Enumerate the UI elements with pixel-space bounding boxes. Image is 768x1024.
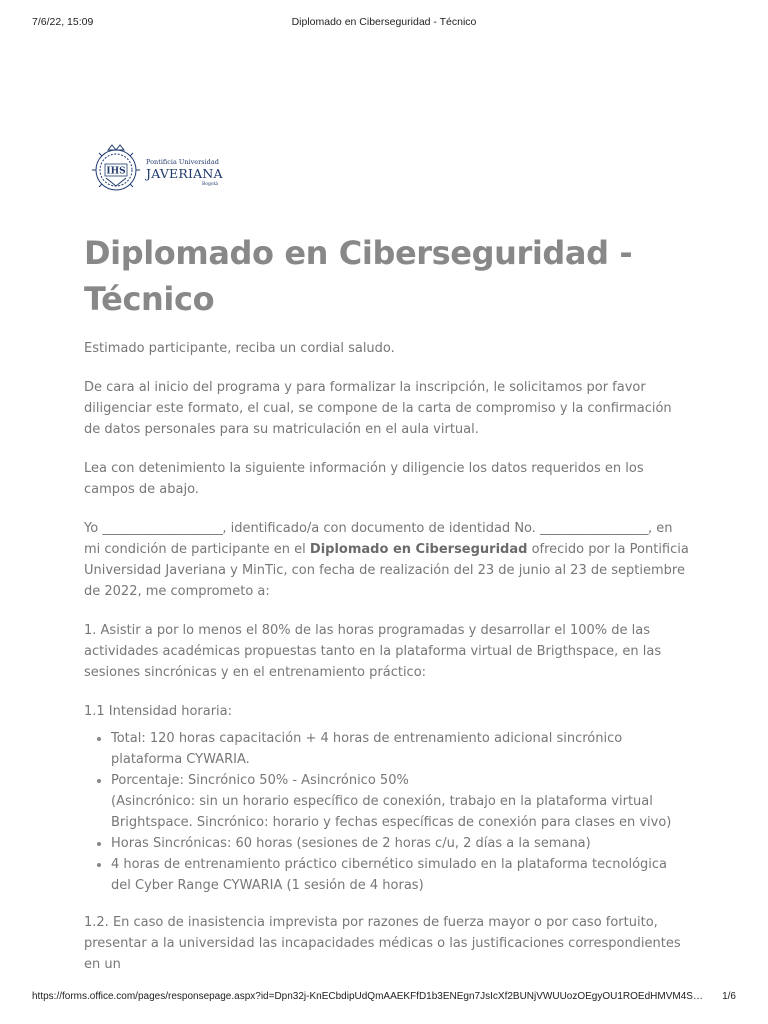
instructions-paragraph: Lea con detenimiento la siguiente información y diligencie los datos requeridos en los campos de abajo. xyxy=(84,461,644,497)
commitment-paragraph xyxy=(84,518,689,602)
page-number: 1/6 xyxy=(722,991,736,1002)
program-name: Diplomado en Ciberseguridad xyxy=(309,542,528,557)
commitment-part2: , identificado/a con documento de identidad No. xyxy=(222,521,541,536)
list-item xyxy=(111,770,689,833)
page-url: https://forms.office.com/pages/responsepage.aspx?id=Dpn32j-KnECbdipUdQmAAEKFfD1b3ENEgn7JsIcXf2BUNjVWUUozOEgyOU1ROEdHMVM4S… xyxy=(32,991,703,1002)
university-logo xyxy=(90,142,223,198)
id-blank: __________________ xyxy=(540,521,649,536)
university-crest-icon xyxy=(90,142,142,194)
list-item: • Horas Sincrónicas: 60 horas (sesiones de 2 horas c/u, 2 días a la semana) xyxy=(111,833,689,854)
crest-letters: IHS xyxy=(106,166,126,177)
list-item: • Total: 120 horas capacitación + 4 horas de entrenamiento adicional sincrónico plataforma CYWARIA. xyxy=(111,728,689,770)
name-blank: ____________________ xyxy=(102,521,223,536)
commitment-part4: ofrecido por la Pontificia Universidad Javeriana y MinTic, con fecha de realización del 23 de junio al 23 de septiembre de 2022, me comprometo a: xyxy=(84,542,689,599)
point-1-1-heading: 1.1 Intensidad horaria: xyxy=(84,704,233,719)
list-item-line: (Asincrónico: sin un horario específico de conexión, trabajo en la plataforma virtual Brightspace. Sincrónico: horario y fechas específicas de conexión para clases en vivo) xyxy=(111,794,672,830)
print-header xyxy=(32,16,736,34)
point-1: 1. Asistir a por lo menos el 80% de las horas programadas y desarrollar el 100% de las actividades académicas propuestas tanto en la plataforma virtual de Brigthspace, en las sesiones sincrónicas y en el entrenamiento práctico: xyxy=(84,623,662,680)
form-content xyxy=(84,230,689,975)
logo-line2: JAVERIANA xyxy=(146,166,223,181)
commitment-part3: , en mi condición de participante en el xyxy=(84,521,673,557)
print-datetime: 7/6/22, 15:09 xyxy=(32,16,94,28)
logo-line3: Bogotá xyxy=(202,182,219,187)
commitment-part1: Yo xyxy=(84,521,103,536)
print-footer xyxy=(32,991,736,1007)
print-title: Diplomado en Ciberseguridad - Técnico xyxy=(291,16,477,28)
point-1-2: 1.2. En caso de inasistencia imprevista por razones de fuerza mayor o por caso fortuito, presentar a la universidad las incapacidades médicas o las justificaciones correspondientes en un xyxy=(84,915,681,972)
intro-paragraph: De cara al inicio del programa y para formalizar la inscripción, le solicitamos por favor diligenciar este formato, el cual, se compone de la carta de compromiso y la confirmación de datos personales para su matriculación en el aula virtual. xyxy=(84,380,672,437)
greeting: Estimado participante, reciba un cordial saludo. xyxy=(84,341,395,356)
list-item: • 4 horas de entrenamiento práctico cibernético simulado en la plataforma tecnológica del Cyber Range CYWARIA (1 sesión de 4 horas) xyxy=(111,854,689,896)
logo-line1: Pontificia Universidad xyxy=(146,158,219,166)
list-item-line: Porcentaje: Sincrónico 50% - Asincrónico 50% xyxy=(111,773,409,788)
form-title: Diplomado en Ciberseguridad - Técnico xyxy=(84,234,633,318)
hours-list xyxy=(84,728,689,896)
